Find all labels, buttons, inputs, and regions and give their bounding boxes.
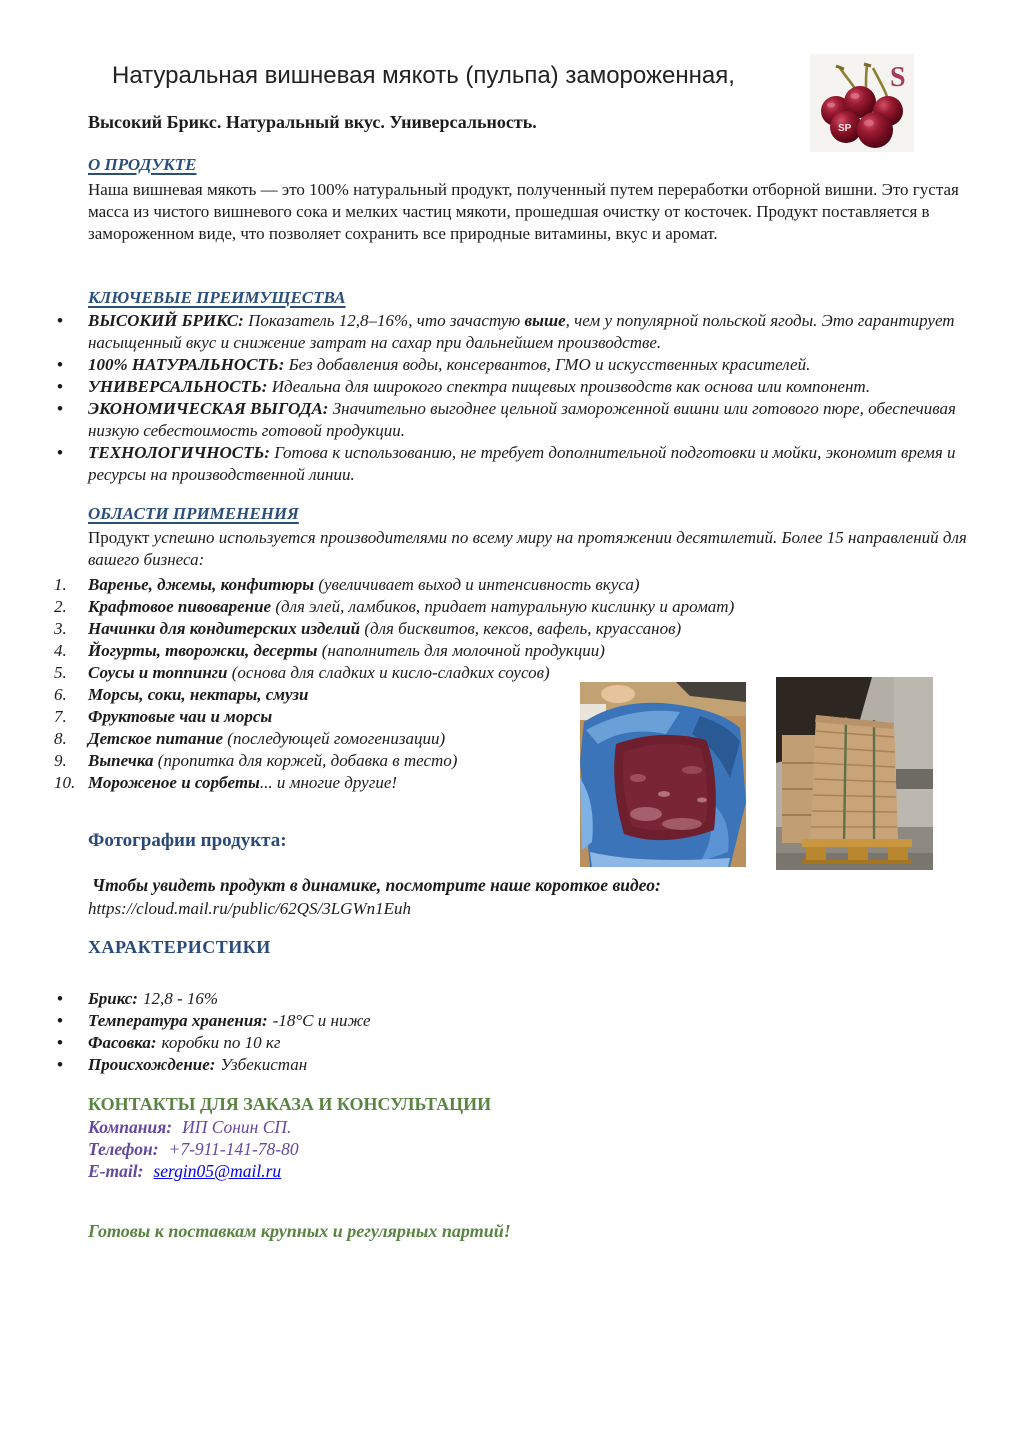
item-number: 6. bbox=[54, 685, 67, 704]
item-number: 9. bbox=[54, 751, 67, 770]
brand-logo bbox=[810, 54, 914, 152]
contact-label: Компания: bbox=[88, 1117, 173, 1137]
list-item bbox=[88, 442, 985, 486]
page-title: Натуральная вишневая мякоть (пульпа) замороженная, bbox=[112, 62, 735, 89]
item-lead: Выпечка bbox=[88, 751, 154, 770]
list-item bbox=[54, 618, 988, 640]
spec-value: 12,8 - 16% bbox=[142, 989, 219, 1008]
specs-heading: ХАРАКТЕРИСТИКИ bbox=[88, 937, 271, 957]
logo-badge-text: SP bbox=[838, 123, 852, 134]
advantage-lead: 100% НАТУРАЛЬНОСТЬ: bbox=[88, 355, 285, 374]
item-rest: (последующей гомогенизации) bbox=[223, 729, 446, 748]
advantage-lead: ВЫСОКИЙ БРИКС: bbox=[88, 311, 244, 330]
advantage-text: Идеальна для широкого спектра пищевых производств как основа или компонент. bbox=[267, 377, 871, 396]
contact-value: ИП Сонин СП. bbox=[182, 1117, 292, 1137]
spec-label: Происхождение: bbox=[88, 1055, 216, 1074]
spec-value: Узбекистан bbox=[220, 1055, 308, 1074]
spec-row bbox=[88, 1032, 985, 1054]
item-lead: Начинки для кондитерских изделий bbox=[88, 619, 361, 638]
list-item bbox=[54, 640, 988, 662]
intro-lead: Продукт bbox=[88, 528, 154, 547]
advantage-lead: ЭКОНОМИЧЕСКАЯ ВЫГОДА: bbox=[88, 399, 329, 418]
advantage-text: Без добавления воды, консервантов, ГМО и искусственных красителей. bbox=[284, 355, 811, 374]
footer-note: Готовы к поставкам крупных и регулярных партий! bbox=[88, 1221, 511, 1241]
item-lead: Детское питание bbox=[88, 729, 224, 748]
advantage-lead: ТЕХНОЛОГИЧНОСТЬ: bbox=[88, 443, 270, 462]
item-number: 2. bbox=[54, 597, 67, 616]
contacts-heading: КОНТАКТЫ ДЛЯ ЗАКАЗА И КОНСУЛЬТАЦИИ bbox=[88, 1094, 492, 1114]
section-heading-about: О ПРОДУКТЕ bbox=[88, 155, 197, 174]
spec-value: коробки по 10 кг bbox=[161, 1033, 281, 1052]
video-lead-text: Чтобы увидеть продукт в динамике, посмотрите наше короткое видео: bbox=[92, 875, 661, 895]
list-item bbox=[88, 354, 985, 376]
item-number: 8. bbox=[54, 729, 67, 748]
advantage-strong: выше bbox=[524, 311, 566, 330]
list-item bbox=[88, 310, 985, 354]
cherries-logo-image bbox=[810, 54, 914, 152]
applications-intro bbox=[88, 527, 985, 571]
section-heading-advantages: КЛЮЧЕВЫЕ ПРЕИМУЩЕСТВА bbox=[88, 288, 346, 307]
item-lead: Йогурты, творожки, десерты bbox=[88, 641, 318, 660]
logo-letter: S bbox=[890, 62, 906, 93]
contact-label: Телефон: bbox=[88, 1139, 159, 1159]
item-lead: Варенье, джемы, конфитюры bbox=[88, 575, 315, 594]
photos-heading: Фотографии продукта: bbox=[88, 830, 287, 851]
specs-list bbox=[88, 988, 985, 1076]
item-rest: (пропитка для коржей, добавка в тесто) bbox=[153, 751, 458, 770]
item-lead: Морсы, соки, нектары, смузи bbox=[88, 685, 309, 704]
spec-label: Температура хранения: bbox=[88, 1011, 268, 1030]
contact-row-company bbox=[88, 1116, 299, 1138]
contact-row-phone bbox=[88, 1138, 299, 1160]
contact-value: +7-911-141-78-80 bbox=[168, 1139, 299, 1159]
item-rest: (для элей, ламбиков, придает натуральную кислинку и аромат) bbox=[271, 597, 735, 616]
item-rest: (для бисквитов, кексов, вафель, круассанов) bbox=[360, 619, 682, 638]
spec-row bbox=[88, 1054, 985, 1076]
video-link[interactable]: https://cloud.mail.ru/public/62QS/3LGWn1Euh bbox=[88, 899, 411, 918]
contact-row-email bbox=[88, 1160, 299, 1182]
list-item bbox=[54, 596, 988, 618]
item-number: 10. bbox=[54, 773, 76, 792]
advantage-lead: УНИВЕРСАЛЬНОСТЬ: bbox=[88, 377, 268, 396]
item-number: 7. bbox=[54, 707, 67, 726]
item-rest: (основа для сладких и кисло-сладких соусов) bbox=[227, 663, 550, 682]
spec-label: Фасовка: bbox=[88, 1033, 157, 1052]
spec-label: Брикс: bbox=[88, 989, 138, 1008]
advantages-list bbox=[88, 310, 985, 486]
item-rest: (наполнитель для молочной продукции) bbox=[317, 641, 605, 660]
subtitle: Высокий Брикс. Натуральный вкус. Универсальность. bbox=[88, 112, 537, 132]
item-number: 1. bbox=[54, 575, 67, 594]
advantage-text: Значительно выгоднее цельной замороженной вишни или готового пюре, обеспечивая низкую себестоимость готовой продукции. bbox=[88, 399, 956, 440]
section-heading-applications: ОБЛАСТИ ПРИМЕНЕНИЯ bbox=[88, 504, 299, 523]
spec-row bbox=[88, 988, 985, 1010]
pulp-in-box-photo bbox=[580, 682, 746, 867]
advantage-text: Показатель 12,8–16%, что зачастую bbox=[243, 311, 525, 330]
pallet-boxes-photo bbox=[776, 677, 933, 870]
spec-row bbox=[88, 1010, 985, 1032]
item-number: 4. bbox=[54, 641, 67, 660]
item-lead: Крафтовое пивоварение bbox=[88, 597, 272, 616]
about-paragraph: Наша вишневая мякоть — это 100% натуральный продукт, полученный путем переработки отборной вишни. Это густая масса из чистого вишневого сока и мелких частиц мякоти, прошедшая очистку от косточек. Продукт поставляется в замороженном виде, что позволяет сохранить все природные витамины, вкус и аромат. bbox=[88, 180, 959, 243]
intro-italic: успешно используется производителями по всему миру на протяжении десятилетий. Более 15 направлений для вашего бизнеса: bbox=[88, 528, 967, 569]
item-number: 3. bbox=[54, 619, 67, 638]
list-item bbox=[88, 376, 985, 398]
advantage-text: , чем у популярной польской ягоды. Это гарантирует насыщенный вкус и снижение затрат на сахар при дальнейшем производстве. bbox=[88, 311, 955, 352]
contacts-block bbox=[88, 1116, 299, 1182]
list-item bbox=[88, 398, 985, 442]
contact-label: E-mail: bbox=[88, 1161, 144, 1181]
item-lead: Фруктовые чаи и морсы bbox=[88, 707, 273, 726]
item-lead: Мороженое и сорбеты bbox=[88, 773, 260, 792]
item-rest: (увеличивает выход и интенсивность вкуса) bbox=[314, 575, 640, 594]
spec-value: -18°C и ниже bbox=[272, 1011, 371, 1030]
item-rest: ... и многие другие! bbox=[259, 773, 398, 792]
list-item bbox=[54, 574, 988, 596]
advantage-text: Готова к использованию, не требует дополнительной подготовки и мойки, экономит время и ресурсы на производственной линии. bbox=[88, 443, 956, 484]
item-number: 5. bbox=[54, 663, 67, 682]
email-link[interactable]: sergin05@mail.ru bbox=[153, 1161, 282, 1181]
item-lead: Соусы и топпинги bbox=[88, 663, 228, 682]
